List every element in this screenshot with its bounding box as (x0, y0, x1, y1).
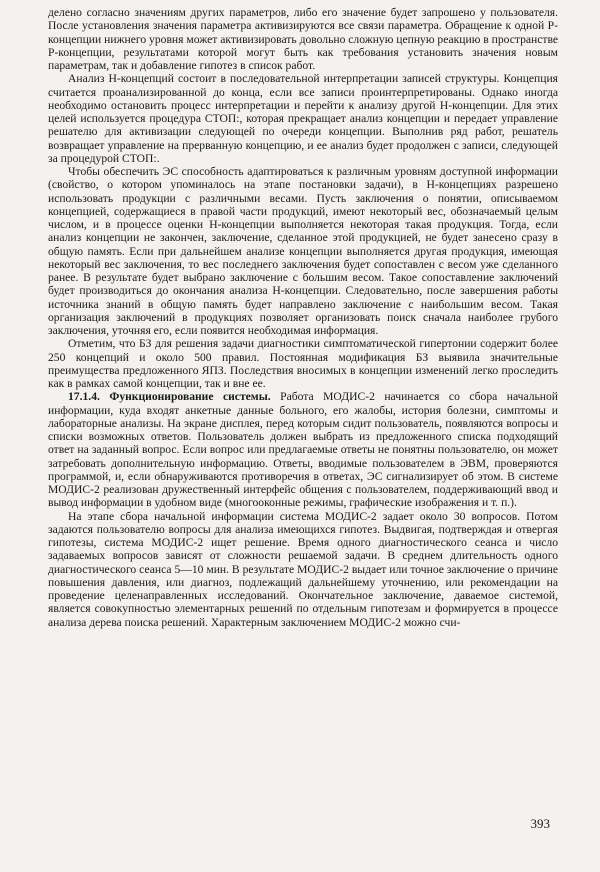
paragraph-system-functioning (48, 390, 558, 509)
page-number: 393 (530, 816, 550, 831)
paragraph-initial-information: На этапе сбора начальной информации система МОДИС-2 задает около 30 вопросов. Потом задаются пользователю вопросы для анализа имеющихся гипотез. Выдвигая, подтверждая и отвергая гипотезы, система МОДИС-2 ищет решение. Время одного диагностического сеанса и число задаваемых вопросов зависят от сложности решаемой задачи. В среднем длительность одного диагностического сеанса 5—10 мин. В результате МОДИС-2 выдает или точное заключение о причине повышения давления, или диагноз, подлежащий дальнейшему уточнению, или рекомендации на проведение целенаправленных исследований. Окончательное заключение, даваемое системой, является совокупностью элементарных решений по отдельным гипотезам и формируется в процессе анализа дерева поиска решений. Характерным заключением МОДИС-2 можно счи- (48, 509, 558, 629)
section-body-text: Работа МОДИС-2 начинается со сбора начальной информации, куда входят анкетные данные больного, его жалобы, история болезни, симптомы и лабораторные анализы. На экране дисплея, перед которым сидит пользователь, появляются вопросы и списки возможных ответов. Пользователь должен выбрать из предложенного списка подходящий ответ на заданный вопрос. Если вопрос или предлагаемые ответы не понятны пользователю, он может затребовать дополнительную информацию. Ответы, вводимые пользователем в ЭВМ, проверяются программой, и, если обнаруживаются противоречия в ответах, ЭС сигнализирует об этом. В системе МОДИС-2 реализован дружественный интерфейс общения с пользователем, поддерживающий ввод и вывод информации в удобном виде (многооконные режимы, графические изображения и т. п.). (48, 390, 558, 510)
paragraph-continued: делено согласно значениям других параметров, либо его значение будет запрошено у пользователя. После установления значения параметра активизируются все связи параметра. Обращение к одной Р-концепции нижнего уровня может активизировать довольно сложную цепную реакцию в пространстве Р-концепции, результатами которой могут быть как требования установить значения новым параметрам, так и добавление гипотез в список работ. (48, 6, 558, 72)
paragraph-knowledge-base: Отметим, что БЗ для решения задачи диагностики симптоматической гипертонии содержит более 250 концепций и около 500 правил. Постоянная модификация БЗ выявила значительные преимущества предложенного ЯПЗ. Последствия вносимых в концепции изменений легко проследить как в рамках самой концепции, так и вне ее. (48, 337, 558, 390)
section-heading: 17.1.4. Функционирование системы. (68, 390, 271, 404)
paragraph-h-concept-analysis: Анализ Н-концепций состоит в последовательной интерпретации записей структуры. Концепция считается проанализированной до конца, если все записи проинтерпретированы. Однако иногда необходимо остановить процесс интерпретации и перейти к анализу другой Н-концепции. Для этих целей используется процедура СТОП:, которая прекращает анализ концепции и передает управление решателю для активизации следующей по очереди концепции. Выполнив ряд работ, решатель возвращает управление на прерванную концепцию, и ее анализ будет продолжен с записи, следующей за процедурой СТОП:. (48, 72, 558, 165)
paragraph-adaptation-weights: Чтобы обеспечить ЭС способность адаптироваться к различным уровням доступной информации (свойство, о котором упоминалось на этапе постановки задачи), в Н-концепциях разрешено использовать продукции с различными весами. Пусть заключения о понятии, описываемом концепцией, содержащиеся в правой части продукций, имеют некоторый вес, обозначаемый целым числом, и в процессе оценки Н-концепции выполняется некоторая такая продукция. Тогда, если анализ концепции не закончен, заключение, сделанное этой продукцией, не будет занесено сразу в общую память. Если при дальнейшем анализе концепции выполняется другая продукция, имеющая некоторый вес заключения, то вес последнего заключения будет сопоставлен с весом уже сделанного ранее. В результате будет выбрано заключение с большим весом. Такое сопоставление заключений будет производиться до окончания анализа Н-концепции. Следовательно, после завершения работы источника знаний в общую память будет направлено заключение с наибольшим весом. Такая организация заключений в продукциях позволяет организовать поиск сначала наиболее грубого заключения, уточняя его, если появится необходимая информация. (48, 165, 558, 337)
